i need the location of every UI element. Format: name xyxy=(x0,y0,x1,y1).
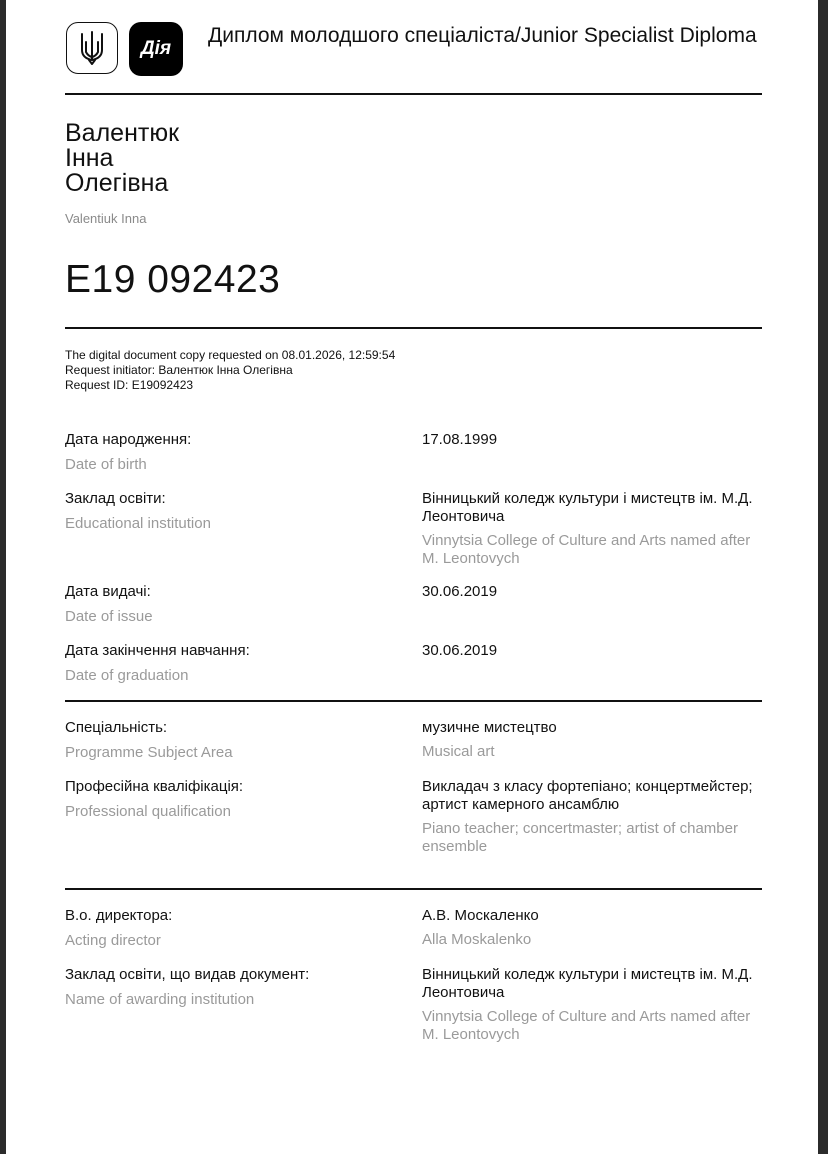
holder-patronymic: Олегівна xyxy=(65,169,169,197)
field-value-en: Musical art xyxy=(422,743,495,760)
field-label: В.о. директора: xyxy=(65,907,173,924)
field-value-en: Vinnytsia College of Culture and Arts named after M. Leontovych xyxy=(422,532,751,567)
request-initiator: Request initiator: Валентюк Інна Олегівна xyxy=(65,363,293,377)
request-id: Request ID: E19092423 xyxy=(65,378,194,392)
field-label-en: Programme Subject Area xyxy=(65,744,233,761)
holder-first-name: Інна xyxy=(65,144,114,172)
diia-logo xyxy=(129,22,183,76)
field-value: 30.06.2019 xyxy=(422,642,498,659)
field-value-en: Vinnytsia College of Culture and Arts named after M. Leontovych xyxy=(422,1008,751,1043)
divider xyxy=(65,888,762,890)
divider xyxy=(65,700,762,702)
field-label-en: Date of issue xyxy=(65,608,153,625)
field-value: 17.08.1999 xyxy=(422,431,498,448)
field-value: 30.06.2019 xyxy=(422,583,498,600)
field-label-en: Acting director xyxy=(65,932,161,949)
field-label: Дата народження: xyxy=(65,431,192,448)
field-label-en: Professional qualification xyxy=(65,803,231,820)
field-value-en: Piano teacher; concertmaster; artist of chamber ensemble xyxy=(422,820,738,855)
field-value: А.В. Москаленко xyxy=(422,907,539,924)
request-info xyxy=(65,348,395,393)
field-label: Спеціальність: xyxy=(65,719,168,736)
document-number: E19 092423 xyxy=(65,258,281,301)
field-label-en: Educational institution xyxy=(65,515,211,532)
field-label: Заклад освіти, що видав документ: xyxy=(65,966,310,983)
field-label-en: Date of birth xyxy=(65,456,147,473)
diia-logo-text: Дія xyxy=(140,38,172,59)
holder-surname: Валентюк xyxy=(65,119,180,147)
field-value: Вінницький коледж культури і мистецтв ім. М.Д. Леонтовича xyxy=(422,966,753,1001)
request-date: The digital document copy requested on 08.01.2026, 12:59:54 xyxy=(65,348,396,362)
field-label-en: Name of awarding institution xyxy=(65,991,255,1008)
document-title: Диплом молодшого спеціаліста/Junior Specialist Diploma xyxy=(208,24,757,47)
field-value: музичне мистецтво xyxy=(422,719,557,736)
trident-icon xyxy=(66,22,118,74)
field-label: Заклад освіти: xyxy=(65,490,166,507)
field-label: Професійна кваліфікація: xyxy=(65,778,244,795)
field-value: Вінницький коледж культури і мистецтв ім. М.Д. Леонтовича xyxy=(422,490,753,525)
field-label: Дата видачі: xyxy=(65,583,151,600)
divider xyxy=(65,327,762,329)
holder-name xyxy=(65,121,179,196)
holder-latin-name: Valentiuk Inna xyxy=(65,211,147,226)
field-label-en: Date of graduation xyxy=(65,667,189,684)
field-label: Дата закінчення навчання: xyxy=(65,642,250,659)
document-page xyxy=(6,0,818,1154)
divider xyxy=(65,93,762,95)
field-value-en: Alla Moskalenko xyxy=(422,931,532,948)
field-value: Викладач з класу фортепіано; концертмейстер; артист камерного ансамблю xyxy=(422,778,753,813)
